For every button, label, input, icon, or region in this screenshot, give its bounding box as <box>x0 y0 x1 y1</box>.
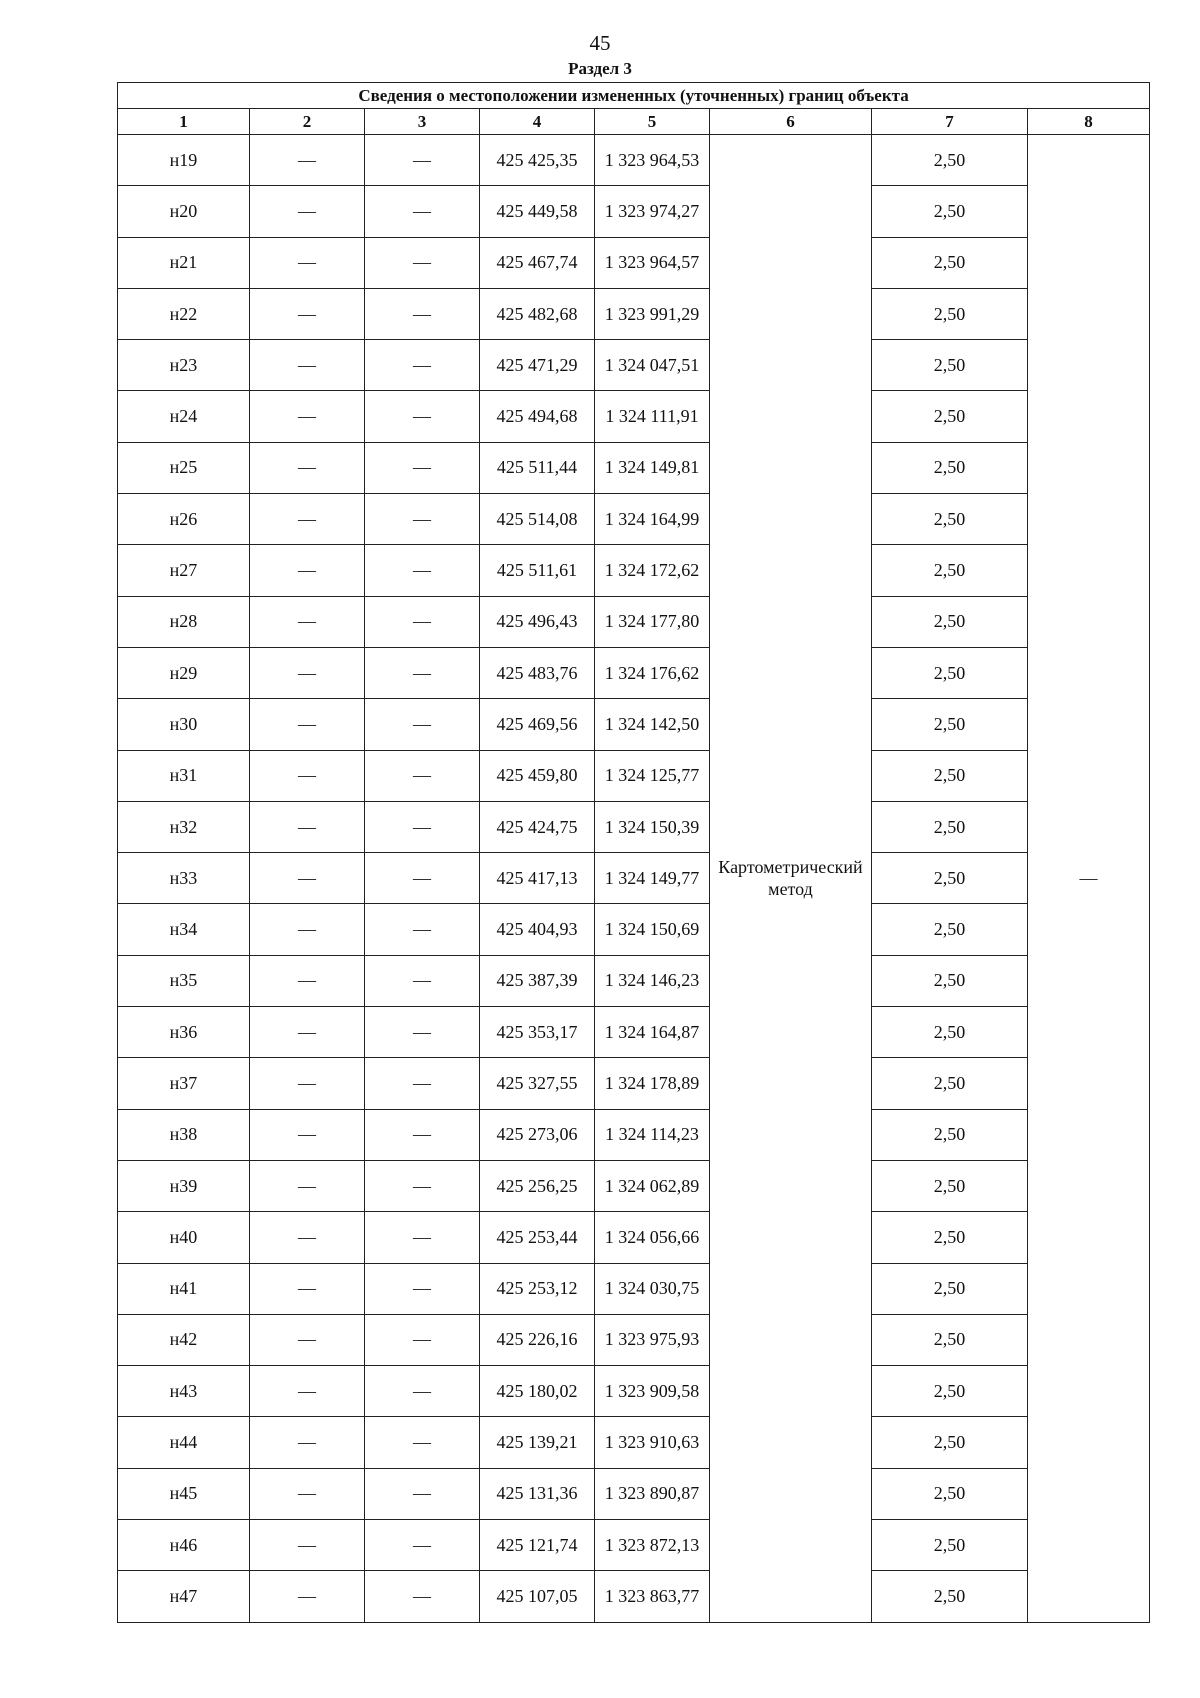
table-row <box>118 1109 1150 1160</box>
x-coordinate-cell: 425 483,76 <box>480 647 595 698</box>
x-coordinate-cell: 425 131,36 <box>480 1468 595 1519</box>
column-3-cell: — <box>365 1058 480 1109</box>
column-3-cell: — <box>365 391 480 442</box>
y-coordinate-cell: 1 324 056,66 <box>595 1212 710 1263</box>
x-coordinate-cell: 425 253,44 <box>480 1212 595 1263</box>
y-coordinate-cell: 1 323 974,27 <box>595 186 710 237</box>
accuracy-cell: 2,50 <box>872 135 1028 186</box>
accuracy-cell: 2,50 <box>872 1314 1028 1365</box>
column-3-cell: — <box>365 750 480 801</box>
accuracy-cell: 2,50 <box>872 1212 1028 1263</box>
column-2-cell: — <box>250 1212 365 1263</box>
accuracy-cell: 2,50 <box>872 1520 1028 1571</box>
accuracy-cell: 2,50 <box>872 237 1028 288</box>
point-number-cell: н26 <box>118 494 250 545</box>
x-coordinate-cell: 425 459,80 <box>480 750 595 801</box>
column-3-cell: — <box>365 647 480 698</box>
point-number-cell: н23 <box>118 340 250 391</box>
accuracy-cell: 2,50 <box>872 340 1028 391</box>
column-2-cell: — <box>250 1160 365 1211</box>
x-coordinate-cell: 425 226,16 <box>480 1314 595 1365</box>
table-row <box>118 750 1150 801</box>
point-number-cell: н37 <box>118 1058 250 1109</box>
column-3-cell: — <box>365 699 480 750</box>
point-number-cell: н29 <box>118 647 250 698</box>
x-coordinate-cell: 425 469,56 <box>480 699 595 750</box>
column-2-cell: — <box>250 853 365 904</box>
point-number-cell: н24 <box>118 391 250 442</box>
y-coordinate-cell: 1 324 150,39 <box>595 801 710 852</box>
accuracy-cell: 2,50 <box>872 1571 1028 1622</box>
accuracy-cell: 2,50 <box>872 750 1028 801</box>
point-number-cell: н31 <box>118 750 250 801</box>
accuracy-cell: 2,50 <box>872 699 1028 750</box>
table-caption: Сведения о местоположении измененных (уточненных) границ объекта <box>118 83 1150 109</box>
y-coordinate-cell: 1 324 047,51 <box>595 340 710 391</box>
column-3-cell: — <box>365 237 480 288</box>
column-2-cell: — <box>250 135 365 186</box>
column-2-cell: — <box>250 391 365 442</box>
table-row <box>118 853 1150 904</box>
table-row <box>118 596 1150 647</box>
y-coordinate-cell: 1 324 030,75 <box>595 1263 710 1314</box>
column-3-cell: — <box>365 904 480 955</box>
column-3-cell: — <box>365 1520 480 1571</box>
x-coordinate-cell: 425 404,93 <box>480 904 595 955</box>
accuracy-cell: 2,50 <box>872 1109 1028 1160</box>
point-number-cell: н44 <box>118 1417 250 1468</box>
accuracy-cell: 2,50 <box>872 1058 1028 1109</box>
x-coordinate-cell: 425 449,58 <box>480 186 595 237</box>
point-number-cell: н35 <box>118 955 250 1006</box>
column-3-cell: — <box>365 1160 480 1211</box>
column-header-2: 2 <box>250 109 365 135</box>
y-coordinate-cell: 1 324 114,23 <box>595 1109 710 1160</box>
column-2-cell: — <box>250 186 365 237</box>
point-number-cell: н32 <box>118 801 250 852</box>
accuracy-cell: 2,50 <box>872 647 1028 698</box>
x-coordinate-cell: 425 417,13 <box>480 853 595 904</box>
column-2-cell: — <box>250 1520 365 1571</box>
x-coordinate-cell: 425 471,29 <box>480 340 595 391</box>
y-coordinate-cell: 1 324 164,99 <box>595 494 710 545</box>
column-header-6: 6 <box>710 109 872 135</box>
point-number-cell: н21 <box>118 237 250 288</box>
table-row <box>118 699 1150 750</box>
column-3-cell: — <box>365 1417 480 1468</box>
table-row <box>118 955 1150 1006</box>
point-number-cell: н20 <box>118 186 250 237</box>
table-row <box>118 801 1150 852</box>
column-2-cell: — <box>250 699 365 750</box>
y-coordinate-cell: 1 324 062,89 <box>595 1160 710 1211</box>
column-number-row <box>118 109 1150 135</box>
column-2-cell: — <box>250 647 365 698</box>
x-coordinate-cell: 425 353,17 <box>480 1007 595 1058</box>
table-row <box>118 1058 1150 1109</box>
column-3-cell: — <box>365 1571 480 1622</box>
point-number-cell: н41 <box>118 1263 250 1314</box>
accuracy-cell: 2,50 <box>872 801 1028 852</box>
column-3-cell: — <box>365 1263 480 1314</box>
column-3-cell: — <box>365 1007 480 1058</box>
table-row <box>118 1007 1150 1058</box>
column-2-cell: — <box>250 340 365 391</box>
table-row <box>118 904 1150 955</box>
table-row <box>118 186 1150 237</box>
point-number-cell: н47 <box>118 1571 250 1622</box>
x-coordinate-cell: 425 121,74 <box>480 1520 595 1571</box>
accuracy-cell: 2,50 <box>872 596 1028 647</box>
column-header-4: 4 <box>480 109 595 135</box>
x-coordinate-cell: 425 511,61 <box>480 545 595 596</box>
accuracy-cell: 2,50 <box>872 904 1028 955</box>
table-row <box>118 1468 1150 1519</box>
column-3-cell: — <box>365 853 480 904</box>
method-cell: Картометрический метод <box>710 135 872 1623</box>
point-number-cell: н19 <box>118 135 250 186</box>
x-coordinate-cell: 425 327,55 <box>480 1058 595 1109</box>
point-number-cell: н33 <box>118 853 250 904</box>
x-coordinate-cell: 425 482,68 <box>480 288 595 339</box>
column-3-cell: — <box>365 545 480 596</box>
table-row <box>118 135 1150 186</box>
y-coordinate-cell: 1 324 178,89 <box>595 1058 710 1109</box>
x-coordinate-cell: 425 496,43 <box>480 596 595 647</box>
x-coordinate-cell: 425 387,39 <box>480 955 595 1006</box>
accuracy-cell: 2,50 <box>872 288 1028 339</box>
table-row <box>118 1160 1150 1211</box>
accuracy-cell: 2,50 <box>872 1007 1028 1058</box>
column-2-cell: — <box>250 1314 365 1365</box>
boundary-coordinates-table <box>117 82 1150 1623</box>
column-2-cell: — <box>250 750 365 801</box>
column-3-cell: — <box>365 955 480 1006</box>
column-2-cell: — <box>250 955 365 1006</box>
accuracy-cell: 2,50 <box>872 955 1028 1006</box>
column-2-cell: — <box>250 1366 365 1417</box>
column-2-cell: — <box>250 596 365 647</box>
y-coordinate-cell: 1 323 863,77 <box>595 1571 710 1622</box>
y-coordinate-cell: 1 324 164,87 <box>595 1007 710 1058</box>
column-header-1: 1 <box>118 109 250 135</box>
y-coordinate-cell: 1 323 991,29 <box>595 288 710 339</box>
y-coordinate-cell: 1 324 142,50 <box>595 699 710 750</box>
y-coordinate-cell: 1 324 176,62 <box>595 647 710 698</box>
point-number-cell: н45 <box>118 1468 250 1519</box>
point-number-cell: н27 <box>118 545 250 596</box>
y-coordinate-cell: 1 324 149,81 <box>595 442 710 493</box>
accuracy-cell: 2,50 <box>872 1160 1028 1211</box>
x-coordinate-cell: 425 514,08 <box>480 494 595 545</box>
point-number-cell: н43 <box>118 1366 250 1417</box>
table-row <box>118 1571 1150 1622</box>
y-coordinate-cell: 1 323 909,58 <box>595 1366 710 1417</box>
point-number-cell: н30 <box>118 699 250 750</box>
column-2-cell: — <box>250 237 365 288</box>
column-3-cell: — <box>365 596 480 647</box>
column-8-cell: — <box>1028 135 1150 1623</box>
y-coordinate-cell: 1 324 150,69 <box>595 904 710 955</box>
accuracy-cell: 2,50 <box>872 1417 1028 1468</box>
y-coordinate-cell: 1 323 964,57 <box>595 237 710 288</box>
column-header-3: 3 <box>365 109 480 135</box>
y-coordinate-cell: 1 324 146,23 <box>595 955 710 1006</box>
column-2-cell: — <box>250 1263 365 1314</box>
accuracy-cell: 2,50 <box>872 442 1028 493</box>
column-3-cell: — <box>365 1212 480 1263</box>
y-coordinate-cell: 1 323 910,63 <box>595 1417 710 1468</box>
column-3-cell: — <box>365 288 480 339</box>
column-2-cell: — <box>250 545 365 596</box>
column-2-cell: — <box>250 1468 365 1519</box>
column-2-cell: — <box>250 1058 365 1109</box>
point-number-cell: н46 <box>118 1520 250 1571</box>
point-number-cell: н22 <box>118 288 250 339</box>
column-2-cell: — <box>250 801 365 852</box>
column-2-cell: — <box>250 442 365 493</box>
x-coordinate-cell: 425 180,02 <box>480 1366 595 1417</box>
y-coordinate-cell: 1 324 111,91 <box>595 391 710 442</box>
column-3-cell: — <box>365 442 480 493</box>
column-3-cell: — <box>365 1366 480 1417</box>
accuracy-cell: 2,50 <box>872 1263 1028 1314</box>
x-coordinate-cell: 425 511,44 <box>480 442 595 493</box>
y-coordinate-cell: 1 323 975,93 <box>595 1314 710 1365</box>
table-row <box>118 545 1150 596</box>
accuracy-cell: 2,50 <box>872 853 1028 904</box>
column-3-cell: — <box>365 1109 480 1160</box>
x-coordinate-cell: 425 107,05 <box>480 1571 595 1622</box>
x-coordinate-cell: 425 424,75 <box>480 801 595 852</box>
column-2-cell: — <box>250 494 365 545</box>
page-number: 45 <box>589 31 611 55</box>
y-coordinate-cell: 1 323 890,87 <box>595 1468 710 1519</box>
x-coordinate-cell: 425 256,25 <box>480 1160 595 1211</box>
y-coordinate-cell: 1 324 149,77 <box>595 853 710 904</box>
table-row <box>118 1417 1150 1468</box>
column-2-cell: — <box>250 1571 365 1622</box>
x-coordinate-cell: 425 253,12 <box>480 1263 595 1314</box>
table-row <box>118 1212 1150 1263</box>
table-row <box>118 340 1150 391</box>
column-2-cell: — <box>250 1007 365 1058</box>
point-number-cell: н36 <box>118 1007 250 1058</box>
column-3-cell: — <box>365 340 480 391</box>
table-row <box>118 1366 1150 1417</box>
point-number-cell: н28 <box>118 596 250 647</box>
column-3-cell: — <box>365 494 480 545</box>
x-coordinate-cell: 425 273,06 <box>480 1109 595 1160</box>
column-2-cell: — <box>250 1109 365 1160</box>
point-number-cell: н38 <box>118 1109 250 1160</box>
section-title: Раздел 3 <box>568 59 632 78</box>
table-row <box>118 391 1150 442</box>
column-2-cell: — <box>250 1417 365 1468</box>
table-row <box>118 1263 1150 1314</box>
column-header-7: 7 <box>872 109 1028 135</box>
table-row <box>118 1520 1150 1571</box>
column-2-cell: — <box>250 288 365 339</box>
table-row <box>118 237 1150 288</box>
point-number-cell: н42 <box>118 1314 250 1365</box>
accuracy-cell: 2,50 <box>872 186 1028 237</box>
point-number-cell: н25 <box>118 442 250 493</box>
x-coordinate-cell: 425 467,74 <box>480 237 595 288</box>
column-header-8: 8 <box>1028 109 1150 135</box>
column-2-cell: — <box>250 904 365 955</box>
x-coordinate-cell: 425 494,68 <box>480 391 595 442</box>
x-coordinate-cell: 425 425,35 <box>480 135 595 186</box>
accuracy-cell: 2,50 <box>872 494 1028 545</box>
accuracy-cell: 2,50 <box>872 1468 1028 1519</box>
table-row <box>118 442 1150 493</box>
y-coordinate-cell: 1 323 872,13 <box>595 1520 710 1571</box>
accuracy-cell: 2,50 <box>872 545 1028 596</box>
column-3-cell: — <box>365 135 480 186</box>
y-coordinate-cell: 1 324 125,77 <box>595 750 710 801</box>
x-coordinate-cell: 425 139,21 <box>480 1417 595 1468</box>
table-row <box>118 1314 1150 1365</box>
y-coordinate-cell: 1 324 172,62 <box>595 545 710 596</box>
column-3-cell: — <box>365 186 480 237</box>
table-body <box>118 135 1150 1623</box>
accuracy-cell: 2,50 <box>872 391 1028 442</box>
table-row <box>118 288 1150 339</box>
table-row <box>118 494 1150 545</box>
column-header-5: 5 <box>595 109 710 135</box>
column-3-cell: — <box>365 801 480 852</box>
point-number-cell: н34 <box>118 904 250 955</box>
y-coordinate-cell: 1 323 964,53 <box>595 135 710 186</box>
table-row <box>118 647 1150 698</box>
column-3-cell: — <box>365 1314 480 1365</box>
accuracy-cell: 2,50 <box>872 1366 1028 1417</box>
point-number-cell: н40 <box>118 1212 250 1263</box>
point-number-cell: н39 <box>118 1160 250 1211</box>
column-3-cell: — <box>365 1468 480 1519</box>
y-coordinate-cell: 1 324 177,80 <box>595 596 710 647</box>
